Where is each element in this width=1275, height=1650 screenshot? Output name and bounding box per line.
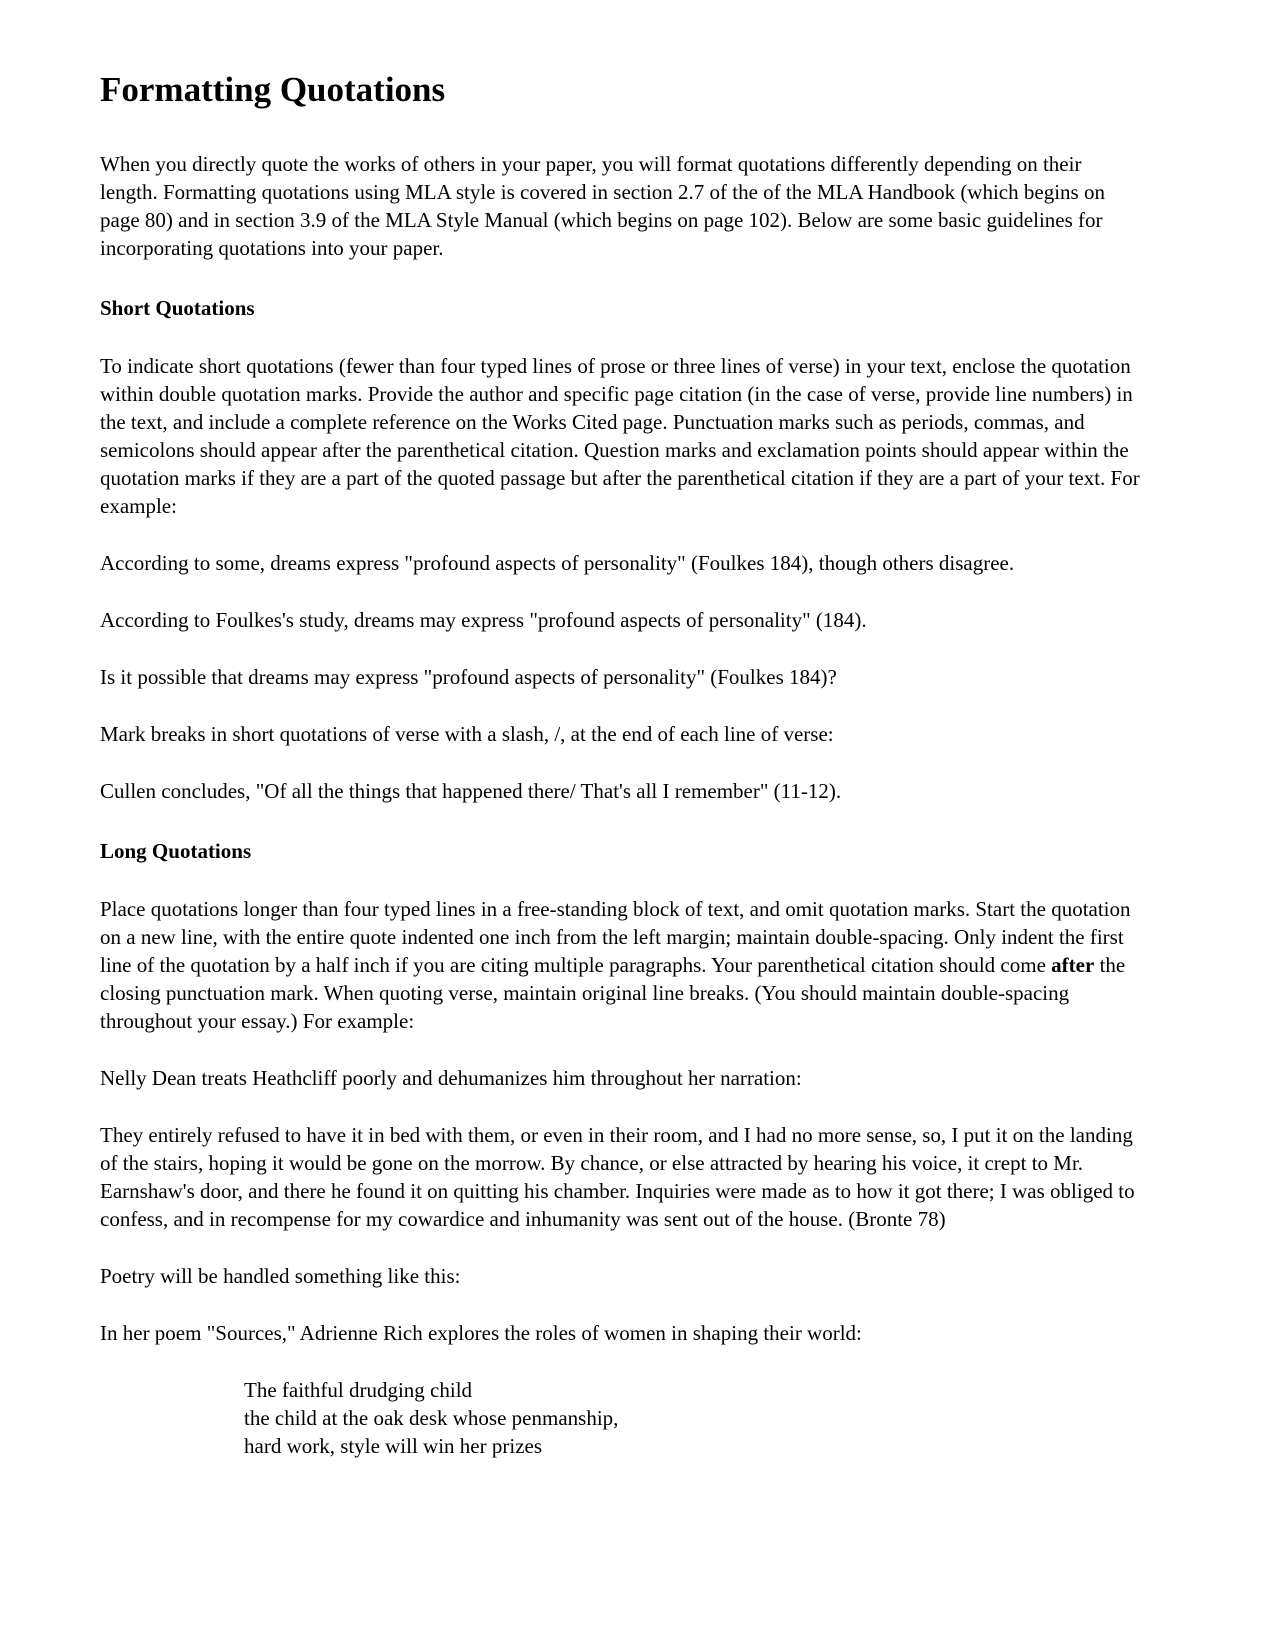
short-quotation-example-1: According to some, dreams express "profound aspects of personality" (Foulkes 184), though others disagree.	[100, 551, 1015, 575]
long-quotations-heading: Long Quotations	[100, 839, 252, 863]
short-quotation-example-2: According to Foulkes's study, dreams may express "profound aspects of personality" (184).	[100, 608, 867, 632]
prose-block-quote: They entirely refused to have it in bed with them, or even in their room, and I had no more sense, so, I put it on the landing of the stairs, hoping it would be gone on the morrow. By chance, or else attracted by hearing his voice, it crept to Mr. Earnshaw's door, and there he found it on quitting his chamber. Inquiries were made as to how it got there; I was obliged to confess, and in recompense for my cowardice and inhumanity was sent out of the house. (Bronte 78)	[100, 1123, 1135, 1231]
short-quotations-body: To indicate short quotations (fewer than four typed lines of prose or three lines of verse) in your text, enclose the quotation within double quotation marks. Provide the author and specific page citation (in the case of verse, provide line numbers) in the text, and include a complete reference on the Works Cited page. Punctuation marks such as periods, commas, and semicolons should appear after the parenthetical citation. Question marks and exclamation points should appear within the quotation marks if they are a part of the quoted passage but after the parenthetical citation if they are a part of your text. For example:	[100, 354, 1140, 518]
poetry-note: Poetry will be handled something like this:	[100, 1264, 461, 1288]
verse-slash-note: Mark breaks in short quotations of verse with a slash, /, at the end of each line of verse:	[100, 722, 834, 746]
poetry-line-2: the child at the oak desk whose penmanship,	[244, 1406, 619, 1430]
short-quotation-example-4: Cullen concludes, "Of all the things that happened there/ That's all I remember" (11-12).	[100, 779, 842, 803]
poetry-line-1: The faithful drudging child	[244, 1378, 473, 1402]
short-quotation-example-3: Is it possible that dreams may express "profound aspects of personality" (Foulkes 184)?	[100, 665, 837, 689]
poetry-block-quote	[244, 1376, 1143, 1460]
long-quotations-body-after: the closing punctuation mark. When quoting verse, maintain original line breaks. (You should maintain double-spacing throughout your essay.) For example:	[100, 953, 1126, 1033]
poetry-line-3: hard work, style will win her prizes	[244, 1434, 543, 1458]
prose-quote-intro: Nelly Dean treats Heathcliff poorly and dehumanizes him throughout her narration:	[100, 1066, 802, 1090]
long-quotations-body-bold-word: after	[1051, 953, 1095, 977]
poetry-intro: In her poem "Sources," Adrienne Rich explores the roles of women in shaping their world:	[100, 1321, 862, 1345]
long-quotations-body-before: Place quotations longer than four typed lines in a free-standing block of text, and omit quotation marks. Start the quotation on a new line, with the entire quote indented one inch from the left margin; maintain double-spacing. Only indent the first line of the quotation by a half inch if you are citing multiple paragraphs. Your parenthetical citation should come	[100, 897, 1131, 977]
document-title: Formatting Quotations	[100, 70, 446, 109]
intro-paragraph: When you directly quote the works of others in your paper, you will format quotations differently depending on their length. Formatting quotations using MLA style is covered in section 2.7 of the of the MLA Handbook (which begins on page 80) and in section 3.9 of the MLA Style Manual (which begins on page 102). Below are some basic guidelines for incorporating quotations into your paper.	[100, 152, 1105, 260]
long-quotations-body	[100, 895, 1143, 1035]
short-quotations-heading: Short Quotations	[100, 296, 255, 320]
